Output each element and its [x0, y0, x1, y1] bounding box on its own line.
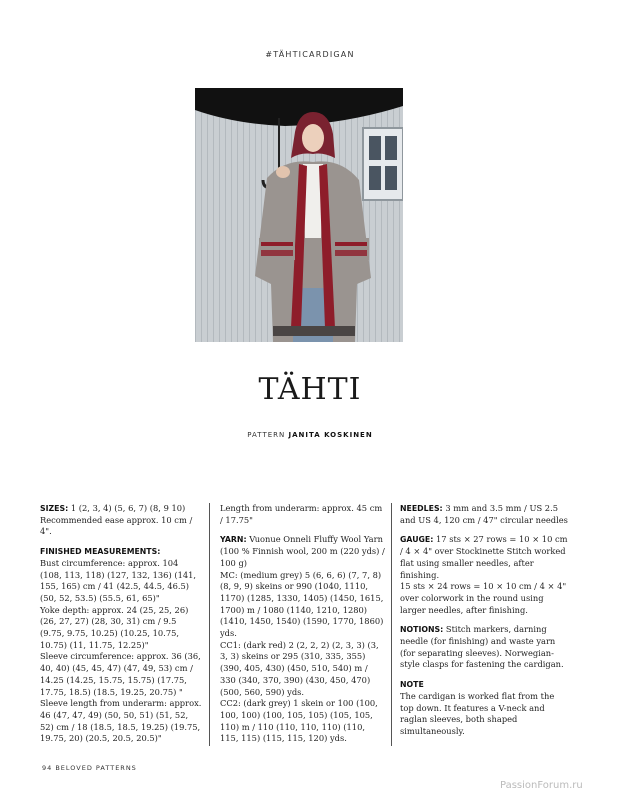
yoke-text: Yoke depth: approx. 24 (25, 25, 26) (26, 27, 27) (28, 30, 31) cm / 9.5 (9.75, 9.75, 10.25) (10.25, 10.75, 10.75) (11, 11.75, 12.25)" [40, 604, 189, 650]
notions-text: Stitch markers, darning needle (for finishing) and waste yarn (for separating sleeves). Norwegian-style clasps for fastening the cardigan. [400, 624, 564, 670]
needles-label: NEEDLES: [400, 504, 443, 513]
pattern-title: TÄHTI [258, 372, 362, 407]
text-column-3 [400, 503, 570, 738]
designer-name: JANITA KOSKINEN [288, 431, 373, 439]
site-watermark: PassionForum.ru [500, 780, 583, 791]
gauge-label: GAUGE: [400, 535, 434, 545]
sizes-label: SIZES: [40, 504, 69, 513]
cc1-text: CC1: (dark red) 2 (2, 2, 2) (2, 3, 3) (3, 3, 3) skeins or 295 (310, 335, 355) (390, 405, 430) (450, 510, 540) m / 330 (340, 370, 390) (430, 450, 470) (500, 560, 590) yds. [220, 639, 379, 697]
note-text: The cardigan is worked flat from the top down. It features a V-neck and raglan sleeves, both shaped simultaneously. [400, 690, 555, 736]
yarn-text: Vuonue Onneli Fluffy Wool Yarn (100 % Finnish wool, 200 m (220 yds) / 100 g) [220, 534, 385, 568]
pattern-byline [0, 431, 620, 439]
yarn-line [220, 534, 386, 569]
notions-line [400, 624, 570, 671]
sizes-text: 1 (2, 3, 4) (5, 6, 7) (8, 9 10) [68, 503, 186, 513]
length-text: Length from underarm: approx. 45 cm / 17.75" [220, 503, 383, 525]
gauge-colorwork-text: 15 sts × 24 rows = 10 × 10 cm / 4 × 4" over colorwork in the round using larger needles, after finishing. [400, 581, 567, 615]
bust-text: Bust circumference: approx. 104 (108, 113, 118) (127, 132, 136) (141, 155, 165) cm / 41 (42.5, 44.5, 46.5) (50, 52, 53.5) (55.5, 61, 65)" [40, 557, 197, 603]
measurements-heading: FINISHED MEASUREMENTS: [40, 547, 161, 557]
cc2-text: CC2: (dark grey) 1 skein or 100 (100, 100, 100) (100, 105, 105) (105, 105, 110) m / 110 (110, 110, 110) (110, 115, 115) (115, 115, 120) yds. [220, 698, 378, 744]
text-column-2 [220, 503, 386, 745]
page-footer: 94 BELOVED PATTERNS [42, 764, 137, 772]
yarn-label: YARN: [220, 535, 247, 545]
sizes-line [40, 503, 202, 515]
needles-line [400, 503, 570, 526]
section-hashtag: #TÄHTICARDIGAN [265, 50, 355, 59]
gauge-line [400, 534, 570, 581]
gauge-text: 17 sts × 27 rows = 10 × 10 cm / 4 × 4" over Stockinette Stitch worked flat using smaller needles, after finishing. [400, 534, 568, 580]
byline-prefix: PATTERN [247, 431, 286, 439]
column-divider [209, 503, 210, 746]
sleeve-circumference-text: Sleeve circumference: approx. 36 (36, 40, 40) (45, 45, 47) (47, 49, 53) cm / 14.25 (14.25, 15.75, 15.75) (17.75, 17.75, 18.5) (18.5, 19.25, 20.75) " [40, 651, 201, 697]
sleeve-length-text: Sleeve length from underarm: approx. 46 (47, 47, 49) (50, 50, 51) (51, 52, 52) cm / 18 (18.5, 18.5, 19.25) (19.75, 19.75, 20) (20.5, 20.5, 20.5)" [40, 698, 202, 744]
cover-photo [195, 88, 403, 342]
text-column-1 [40, 503, 202, 745]
column-divider [391, 503, 392, 746]
notions-label: NOTIONS: [400, 625, 444, 635]
needles-text: 3 mm and 3.5 mm / US 2.5 and US 4, 120 cm / 47" circular needles [400, 503, 568, 525]
mc-text: MC: (medium grey) 5 (6, 6, 6) (7, 7, 8) (8, 9, 9) skeins or 990 (1040, 1110, 1170) (1285, 1330, 1405) (1450, 1615, 1700) m / 1080 (1140, 1210, 1280) (1410, 1450, 1540) (1590, 1770, 1860) yds. [220, 569, 384, 639]
ease-text: Recommended ease approx. 10 cm / 4". [40, 514, 193, 537]
note-heading: NOTE [400, 680, 424, 690]
